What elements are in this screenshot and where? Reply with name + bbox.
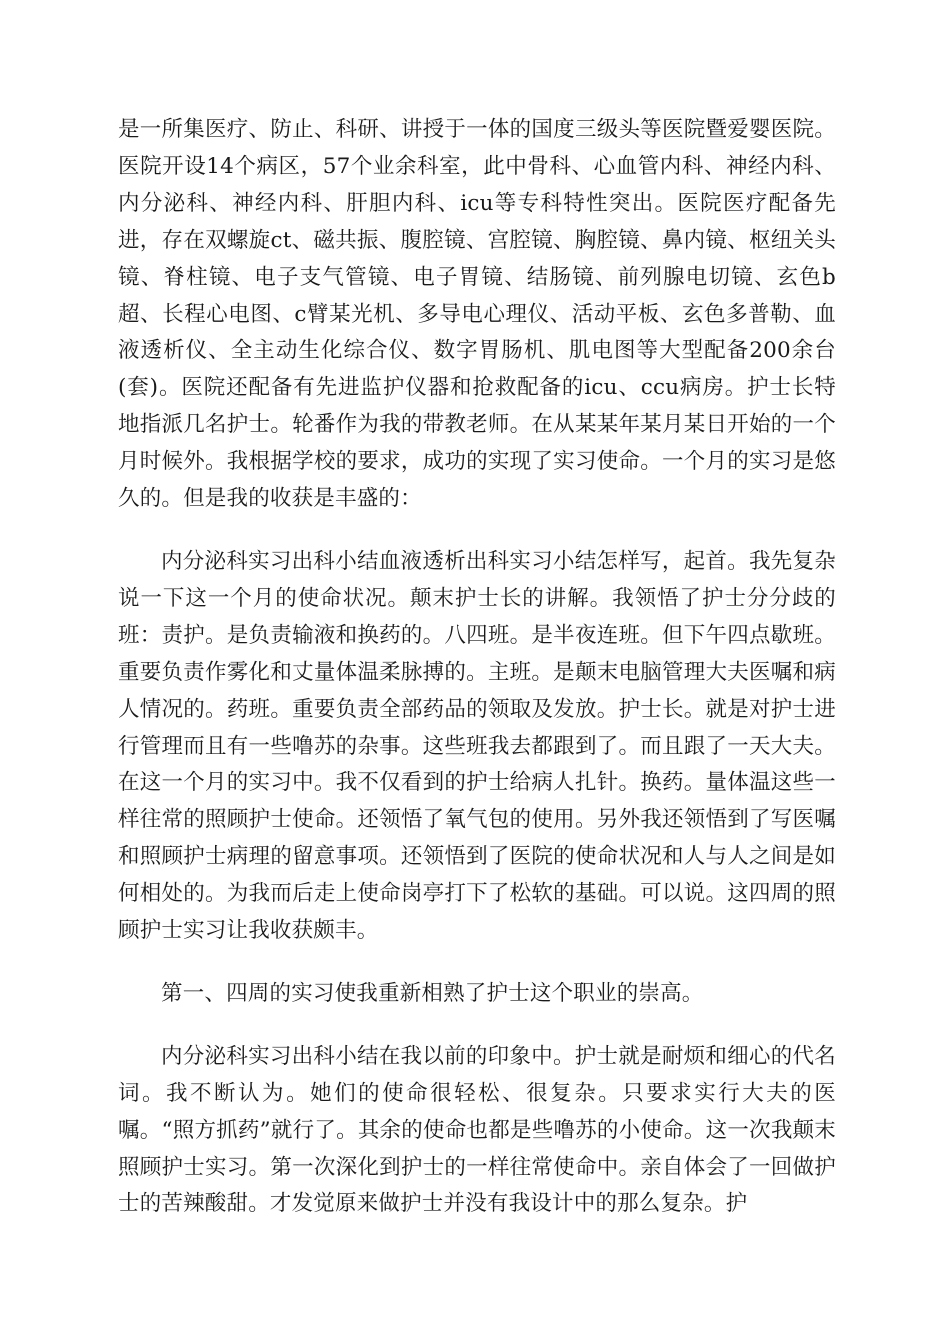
- body-paragraph-4: 内分泌科实习出科小结在我以前的印象中。护士就是耐烦和细心的代名词。我不断认为。她们的使命很轻松、很复杂。只要求实行大夫的医嘱。“照方抓药”就行了。其余的使命也都是些噜苏的小使命。这一次我颠末照顾护士实习。第一次深化到护士的一样往常使命中。亲自体会了一回做护士的苦辣酸甜。才发觉原来做护士并没有我设计中的那么复杂。护: [118, 1043, 836, 1217]
- body-paragraph-3: 第一、四周的实习使我重新相熟了护士这个职业的崇高。: [161, 980, 704, 1006]
- document-page: [118, 112, 836, 1249]
- body-paragraph-1: 是一所集医疗、防止、科研、讲授于一体的国度三级头等医院暨爱婴医院。医院开设14个病区，57个业余科室，此中骨科、心血管内科、神经内科、内分泌科、神经内科、肝胆内科、icu等专科特性突出。医院医疗配备先进，存在双螺旋ct、磁共振、腹腔镜、宫腔镜、胸腔镜、鼻内镜、枢纽关头镜、脊柱镜、电子支气管镜、电子胃镜、结肠镜、前列腺电切镜、玄色b超、长程心电图、c臂某光机、多导电心理仪、活动平板、玄色多普勒、血液透析仪、全主动生化综合仪、数字胃肠机、肌电图等大型配备200余台(套)。医院还配备有先进监护仪器和抢救配备的icu、ccu病房。护士长特地指派几名护士。轮番作为我的带教老师。在从某某年某月某日开始的一个月时候外。我根据学校的要求，成功的实现了实习使命。一个月的实习是悠久的。但是我的收获是丰盛的：: [118, 117, 836, 512]
- body-paragraph-2: 内分泌科实习出科小结血液透析出科实习小结怎样写，起首。我先复杂说一下这一个月的使命状况。颠末护士长的讲解。我领悟了护士分分歧的班：责护。是负责输液和换药的。八四班。是半夜连班。但下午四点歇班。重要负责作雾化和丈量体温柔脉搏的。主班。是颠末电脑管理大夫医嘱和病人情况的。药班。重要负责全部药品的领取及发放。护士长。就是对护士进行管理而且有一些噜苏的杂事。这些班我去都跟到了。而且跟了一天大夫。在这一个月的实习中。我不仅看到的护士给病人扎针。换药。量体温这些一样往常的照顾护士使命。还领悟了氧气包的使用。另外我还领悟到了写医嘱和照顾护士病理的留意事项。还领悟到了医院的使命状况和人与人之间是如何相处的。为我而后走上使命岗亭打下了松软的基础。可以说。这四周的照顾护士实习让我收获颇丰。: [118, 548, 836, 944]
